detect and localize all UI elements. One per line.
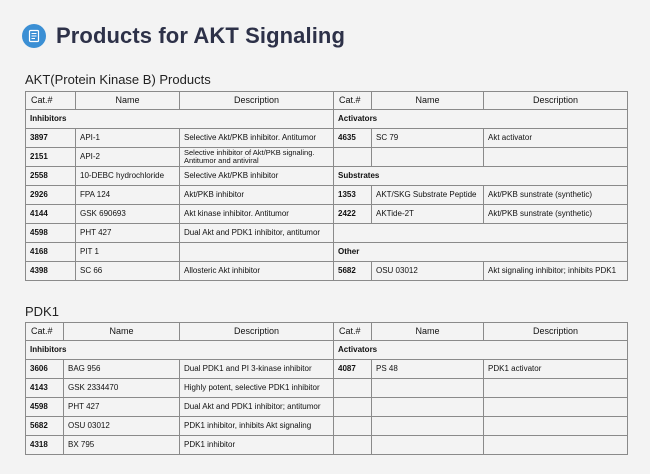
- table-header-row: [26, 92, 628, 110]
- product-name: SC 66: [76, 262, 180, 281]
- product-description: Akt kinase inhibitor. Antitumor: [180, 205, 334, 224]
- product-description: Dual PDK1 and PI 3-kinase inhibitor: [180, 360, 334, 379]
- table-row: [26, 224, 628, 243]
- cat-number: 2422: [334, 205, 372, 224]
- product-description: Dual Akt and PDK1 inhibitor; antitumor: [180, 398, 334, 417]
- product-name: PHT 427: [76, 224, 180, 243]
- col-header-name: Name: [64, 323, 180, 341]
- cat-number: 4398: [26, 262, 76, 281]
- table-row: [26, 243, 628, 262]
- page-header: [22, 22, 345, 50]
- empty-cell: [484, 436, 628, 455]
- table-row: [26, 379, 628, 398]
- product-description: PDK1 activator: [484, 360, 628, 379]
- product-name: OSU 03012: [64, 417, 180, 436]
- col-header-cat: Cat.#: [26, 323, 64, 341]
- empty-cell: [484, 417, 628, 436]
- col-header-name: Name: [76, 92, 180, 110]
- product-description: Akt/PKB sunstrate (synthetic): [484, 205, 628, 224]
- col-header-description: Description: [484, 323, 628, 341]
- col-header-name: Name: [372, 323, 484, 341]
- col-header-name: Name: [372, 92, 484, 110]
- product-description: PDK1 inhibitor: [180, 436, 334, 455]
- empty-cell: [372, 436, 484, 455]
- empty-cell: [372, 148, 484, 167]
- product-description: Akt activator: [484, 129, 628, 148]
- group-label-inhibitors: Inhibitors: [26, 110, 334, 129]
- table-row: [26, 148, 628, 167]
- product-description: Akt/PKB sunstrate (synthetic): [484, 186, 628, 205]
- cat-number: 3606: [26, 360, 64, 379]
- cat-number: 4144: [26, 205, 76, 224]
- product-name: AKT/SKG Substrate Peptide: [372, 186, 484, 205]
- empty-cell: [372, 379, 484, 398]
- cat-number: 2926: [26, 186, 76, 205]
- table-row: [26, 436, 628, 455]
- akt-section-title: AKT(Protein Kinase B) Products: [25, 72, 211, 87]
- group-row: [26, 110, 628, 129]
- group-label-other: Other: [334, 243, 628, 262]
- table-row: [26, 186, 628, 205]
- group-label-inhibitors: Inhibitors: [26, 341, 334, 360]
- cat-number: 5682: [334, 262, 372, 281]
- product-name: API-1: [76, 129, 180, 148]
- table-row: [26, 360, 628, 379]
- product-name: FPA 124: [76, 186, 180, 205]
- product-name: GSK 2334470: [64, 379, 180, 398]
- product-name: PS 48: [372, 360, 484, 379]
- col-header-cat: Cat.#: [26, 92, 76, 110]
- product-description: Akt signaling inhibitor; inhibits PDK1: [484, 262, 628, 281]
- empty-cell: [372, 417, 484, 436]
- product-description: Allosteric Akt inhibitor: [180, 262, 334, 281]
- cat-number: 4635: [334, 129, 372, 148]
- empty-cell: [334, 148, 372, 167]
- empty-cell: [484, 379, 628, 398]
- page-title: Products for AKT Signaling: [56, 23, 346, 48]
- col-header-description: Description: [484, 92, 628, 110]
- product-name: BX 795: [64, 436, 180, 455]
- cat-number: 1353: [334, 186, 372, 205]
- empty-cell: [334, 224, 628, 243]
- product-name: API-2: [76, 148, 180, 167]
- product-name: SC 79: [372, 129, 484, 148]
- product-name: PIT 1: [76, 243, 180, 262]
- cat-number: 4598: [26, 398, 64, 417]
- empty-cell: [334, 398, 372, 417]
- product-name: BAG 956: [64, 360, 180, 379]
- table-row: [26, 205, 628, 224]
- cat-number: 4087: [334, 360, 372, 379]
- table-row: [26, 262, 628, 281]
- cat-number: 4598: [26, 224, 76, 243]
- group-label-activators: Activators: [334, 110, 628, 129]
- cat-number: 4318: [26, 436, 64, 455]
- table-row: [26, 417, 628, 436]
- table-row: [26, 167, 628, 186]
- product-description: Dual Akt and PDK1 inhibitor, antitumor: [180, 224, 334, 243]
- empty-cell: [484, 398, 628, 417]
- product-description: Selective inhibitor of Akt/PKB signaling. Antitumor and antiviral: [180, 148, 334, 167]
- product-description: Selective Akt/PKB inhibitor. Antitumor: [180, 129, 334, 148]
- empty-cell: [334, 417, 372, 436]
- product-name: 10-DEBC hydrochloride: [76, 167, 180, 186]
- table-row: [26, 398, 628, 417]
- product-description: [180, 243, 334, 262]
- col-header-cat: Cat.#: [334, 323, 372, 341]
- product-name: GSK 690693: [76, 205, 180, 224]
- empty-cell: [372, 398, 484, 417]
- cat-number: 4168: [26, 243, 76, 262]
- empty-cell: [484, 148, 628, 167]
- group-row: [26, 341, 628, 360]
- empty-cell: [334, 436, 372, 455]
- col-header-description: Description: [180, 323, 334, 341]
- cat-number: 2558: [26, 167, 76, 186]
- pdk1-products-table: [25, 322, 628, 455]
- cat-number: 3897: [26, 129, 76, 148]
- cat-number: 4143: [26, 379, 64, 398]
- akt-products-table: [25, 91, 628, 281]
- product-description: Selective Akt/PKB inhibitor: [180, 167, 334, 186]
- product-name: OSU 03012: [372, 262, 484, 281]
- document-list-icon: [22, 24, 46, 48]
- group-label-substrates: Substrates: [334, 167, 628, 186]
- product-description: PDK1 inhibitor, inhibits Akt signaling: [180, 417, 334, 436]
- cat-number: 2151: [26, 148, 76, 167]
- pdk1-section-title: PDK1: [25, 304, 59, 319]
- table-header-row: [26, 323, 628, 341]
- product-description: Akt/PKB inhibitor: [180, 186, 334, 205]
- empty-cell: [334, 379, 372, 398]
- group-label-activators: Activators: [334, 341, 628, 360]
- product-name: AKTide-2T: [372, 205, 484, 224]
- col-header-cat: Cat.#: [334, 92, 372, 110]
- col-header-description: Description: [180, 92, 334, 110]
- table-row: [26, 129, 628, 148]
- cat-number: 5682: [26, 417, 64, 436]
- product-name: PHT 427: [64, 398, 180, 417]
- product-description: Highly potent, selective PDK1 inhibitor: [180, 379, 334, 398]
